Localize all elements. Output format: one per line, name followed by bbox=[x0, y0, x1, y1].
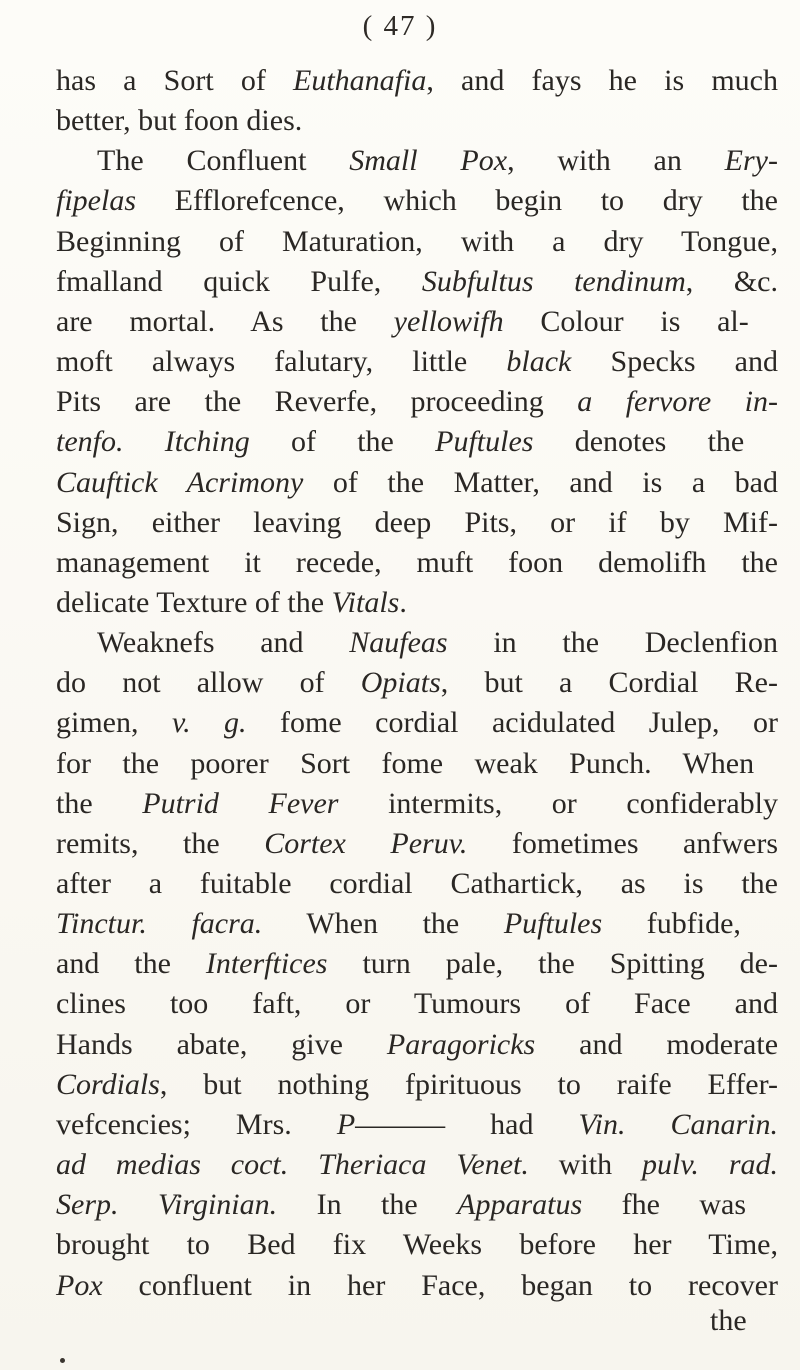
italic-text: P bbox=[336, 1107, 356, 1141]
text-line bbox=[56, 785, 778, 823]
italic-text: ad medias coct. Theriaca Venet. bbox=[56, 1148, 529, 1182]
italic-text: pulv. rad. bbox=[642, 1148, 778, 1182]
text-line bbox=[56, 664, 778, 702]
text-run: and the bbox=[56, 947, 206, 981]
text-run: , and fays he is much bbox=[426, 64, 778, 97]
text-run: in the Declenfion bbox=[447, 626, 778, 660]
text-run: brought to Bed fix Weeks before her Time, bbox=[56, 1228, 778, 1262]
text-run: delicate Texture of the bbox=[56, 585, 332, 619]
text-run: . bbox=[399, 585, 407, 619]
text-line bbox=[97, 142, 778, 180]
italic-text: Puftules bbox=[503, 907, 603, 941]
text-run: Pits are the Reverfe, proceeding bbox=[56, 385, 578, 419]
italic-text: Cauftick Acrimony bbox=[56, 465, 304, 499]
text-run: clines too faft, or Tumours of Face and bbox=[56, 987, 778, 1021]
italic-text: Apparatus bbox=[457, 1188, 583, 1222]
text-run: , but nothing fpirituous to raife Effer- bbox=[159, 1067, 778, 1101]
text-line bbox=[56, 825, 778, 863]
italic-text: Euthanafia bbox=[293, 64, 427, 97]
italic-text: a fervore in- bbox=[577, 385, 779, 419]
text-line bbox=[56, 1267, 778, 1305]
text-run: Colour is al- bbox=[503, 304, 749, 338]
italic-text: Pox bbox=[56, 1268, 103, 1302]
italic-text: Putrid Fever bbox=[142, 786, 339, 820]
text-line bbox=[56, 985, 778, 1023]
text-run: Sign, either leaving deep Pits, or if by Mif- bbox=[56, 505, 778, 539]
text-line bbox=[56, 945, 778, 983]
italic-text: Paragoricks bbox=[386, 1027, 536, 1061]
text-run: the bbox=[56, 786, 143, 820]
text-run: remits, the bbox=[56, 826, 265, 860]
text-run: , but a Cordial Re- bbox=[440, 666, 778, 700]
text-line bbox=[56, 62, 778, 100]
text-line bbox=[56, 223, 778, 261]
italic-text: Interftices bbox=[205, 947, 328, 981]
text-run: management it recede, muft foon demolifh the bbox=[56, 545, 778, 579]
text-run: turn pale, the Spitting de- bbox=[327, 947, 778, 981]
text-run: Beginning of Maturation, with a dry Tongue, bbox=[56, 224, 778, 258]
italic-text: tenfo. bbox=[56, 425, 124, 459]
text-line bbox=[56, 865, 778, 903]
text-line bbox=[56, 303, 749, 341]
text-line bbox=[56, 1226, 778, 1264]
text-run: Hands abate, give bbox=[56, 1027, 387, 1061]
italic-text: black bbox=[506, 345, 572, 379]
italic-text: Puftules bbox=[435, 425, 534, 459]
text-run: In the bbox=[277, 1188, 458, 1222]
text-line bbox=[56, 1186, 746, 1224]
italic-text: Naufeas bbox=[349, 626, 448, 660]
text-line bbox=[56, 102, 302, 140]
italic-text: Opiats bbox=[360, 666, 441, 700]
text-run: and moderate bbox=[535, 1027, 779, 1061]
text-line bbox=[56, 504, 778, 542]
text-line bbox=[56, 544, 778, 582]
text-line bbox=[56, 745, 754, 783]
text-run: fome cordial acidulated Julep, or bbox=[246, 706, 778, 740]
italic-text: Cortex Peruv. bbox=[264, 826, 468, 860]
italic-text: Tinctur. facra. bbox=[56, 907, 263, 941]
text-run: confluent in her Face, began to recover bbox=[102, 1268, 778, 1302]
text-line bbox=[56, 423, 744, 461]
italic-text: Ery- bbox=[724, 144, 778, 178]
text-line bbox=[56, 584, 407, 622]
text-run: fubfide, bbox=[602, 907, 741, 941]
italic-text: Vin. Canarin. bbox=[578, 1107, 778, 1141]
text-run: do not allow of bbox=[56, 666, 361, 700]
text-run: , &c. bbox=[685, 264, 778, 298]
italic-text: fipelas bbox=[56, 184, 136, 218]
text-run: gimen, bbox=[56, 706, 172, 740]
text-run: Specks and bbox=[571, 345, 778, 379]
ink-speck bbox=[60, 1358, 65, 1363]
text-line bbox=[56, 464, 778, 502]
text-line bbox=[56, 704, 778, 742]
text-run: are mortal. As the bbox=[56, 304, 394, 338]
text-run: with bbox=[528, 1148, 642, 1182]
italic-text: Subfultus tendinum bbox=[421, 264, 686, 298]
text-run: of the bbox=[249, 425, 436, 459]
text-run: ——— had bbox=[355, 1107, 579, 1141]
page-number: ( 47 ) bbox=[362, 10, 438, 42]
text-run: fmalland quick Pulfe, bbox=[56, 264, 422, 298]
italic-text: Vitals bbox=[331, 585, 400, 619]
italic-text: Cordials bbox=[56, 1067, 160, 1101]
text-line bbox=[56, 182, 778, 220]
text-run: denotes the bbox=[533, 425, 745, 459]
text-run: has a Sort of bbox=[56, 64, 294, 97]
text-line bbox=[56, 1066, 778, 1104]
text-run: better, but foon dies. bbox=[56, 104, 303, 138]
text-line bbox=[56, 383, 778, 421]
text-line bbox=[56, 1106, 778, 1144]
text-run: intermits, or confiderably bbox=[338, 786, 778, 820]
text-line bbox=[97, 624, 778, 662]
italic-text: v. g. bbox=[171, 706, 247, 740]
text-run: fhe was bbox=[582, 1188, 747, 1222]
text-run: , with an bbox=[507, 144, 725, 178]
italic-text: yellowifh bbox=[393, 304, 504, 338]
text-run bbox=[124, 425, 165, 458]
text-run: moft always falutary, little bbox=[56, 345, 507, 379]
text-run: When the bbox=[262, 907, 504, 941]
text-run: of the Matter, and is a bad bbox=[303, 465, 778, 499]
text-run: Efflorefcence, which begin to dry the bbox=[136, 184, 778, 218]
text-run: Weaknefs and bbox=[97, 626, 350, 660]
text-run: The Confluent bbox=[97, 144, 350, 178]
text-run: for the poorer Sort fome weak Punch. When bbox=[56, 746, 755, 780]
italic-text: Serp. Virginian. bbox=[56, 1188, 278, 1222]
text-line bbox=[56, 263, 778, 301]
italic-text: Small Pox bbox=[349, 144, 508, 178]
catchword: the bbox=[710, 1304, 747, 1337]
italic-text: Itching bbox=[164, 425, 250, 459]
text-line bbox=[56, 1146, 778, 1184]
text-line bbox=[56, 343, 778, 381]
text-run: after a fuitable cordial Cathartick, as is the bbox=[56, 867, 778, 900]
text-run: vefcencies; Mrs. bbox=[56, 1107, 337, 1141]
text-run: fometimes anfwers bbox=[467, 826, 778, 860]
text-line bbox=[56, 1026, 778, 1064]
text-line bbox=[56, 905, 741, 943]
